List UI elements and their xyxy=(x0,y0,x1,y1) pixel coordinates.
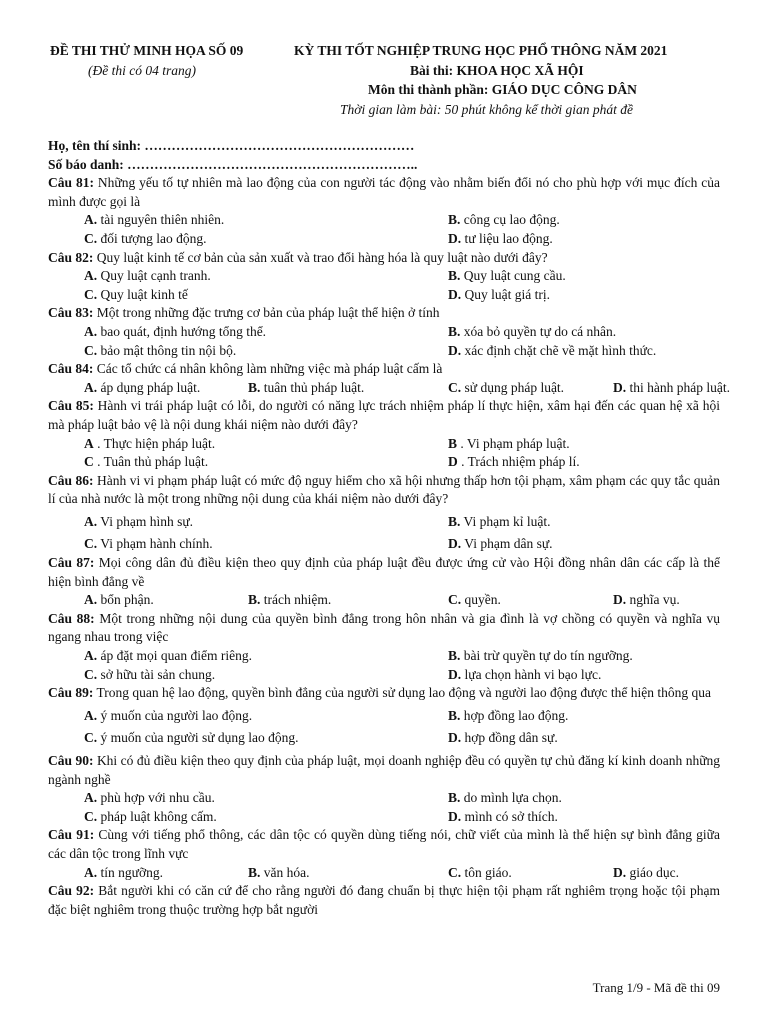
question-stem: Các tổ chức cá nhân không làm những việc mà pháp luật cấm là xyxy=(96,361,443,377)
question-text xyxy=(48,472,720,509)
option-letter: B. xyxy=(448,513,461,529)
option-letter: D. xyxy=(448,536,462,552)
answer-option xyxy=(448,435,570,454)
option-letter: D. xyxy=(448,342,462,358)
question-text xyxy=(48,610,720,647)
answer-option xyxy=(248,591,331,610)
option-text: . Vi phạm pháp luật. xyxy=(460,435,570,451)
option-text: công cụ lao động. xyxy=(463,212,560,228)
mock-exam-title: ĐỀ THI THỬ MINH HỌA SỐ 09 xyxy=(50,43,244,58)
question-item xyxy=(48,472,720,554)
option-letter: C. xyxy=(84,286,98,302)
question-stem: Quy luật kinh tế cơ bản của sản xuất và trao đổi hàng hóa là quy luật nào dưới đây? xyxy=(96,249,548,265)
option-text: bổn phận. xyxy=(100,592,154,608)
option-row xyxy=(48,647,720,666)
option-letter: C xyxy=(84,454,94,470)
option-row xyxy=(48,342,720,361)
answer-option xyxy=(84,808,217,827)
option-text: tài nguyên thiên nhiên. xyxy=(100,212,225,228)
answer-option xyxy=(613,379,730,398)
option-text: tuân thủ pháp luật. xyxy=(263,379,365,395)
question-number: Câu 92: xyxy=(48,883,95,899)
option-letter: A. xyxy=(84,268,98,284)
answer-option xyxy=(448,729,558,748)
option-letter: B. xyxy=(448,648,461,664)
option-row xyxy=(48,513,720,532)
option-text: áp dụng pháp luật. xyxy=(100,379,201,395)
option-text: pháp luật không cấm. xyxy=(100,808,217,824)
option-letter: B. xyxy=(448,268,461,284)
answer-option xyxy=(84,323,266,342)
option-text: lựa chọn hành vi bạo lực. xyxy=(464,666,602,682)
answer-option xyxy=(448,342,656,361)
page-count-note: (Đề thi có 04 trang) xyxy=(88,63,196,78)
question-number: Câu 82: xyxy=(48,249,94,265)
answer-option xyxy=(448,591,501,610)
option-letter: D. xyxy=(448,666,462,682)
option-text: Vi phạm kỉ luật. xyxy=(463,513,551,529)
option-row xyxy=(48,435,720,454)
question-text xyxy=(48,360,720,379)
candidate-id-line: Số báo danh: ……………………………………………………….. xyxy=(48,156,418,172)
option-letter: D. xyxy=(448,730,462,746)
question-text xyxy=(48,882,720,919)
answer-option xyxy=(84,513,193,532)
option-text: trách nhiệm. xyxy=(263,592,332,608)
option-letter: A. xyxy=(84,212,98,228)
option-row xyxy=(48,707,720,726)
answer-option xyxy=(248,379,364,398)
option-letter: C. xyxy=(84,342,98,358)
answer-option xyxy=(448,323,616,342)
question-stem: Mọi công dân đủ điều kiện theo quy định của pháp luật đều được ứng cử vào Hội đồng nhân dân các cấp là thể hiện bình đẳng về xyxy=(48,555,720,589)
option-text: tôn giáo. xyxy=(464,864,512,880)
answer-option xyxy=(84,435,215,454)
option-letter: A. xyxy=(84,323,98,339)
option-letter: D. xyxy=(613,379,627,395)
option-text: hợp đồng lao động. xyxy=(463,707,569,723)
exam-name: Bài thi: KHOA HỌC XÃ HỘI xyxy=(410,63,584,78)
answer-option xyxy=(448,535,553,554)
question-text xyxy=(48,249,720,268)
question-stem: Trong quan hệ lao động, quyền bình đẳng của người sử dụng lao động và người lao động được thể hiện thông qua xyxy=(96,685,712,701)
answer-option xyxy=(84,707,252,726)
option-text: tư liệu lao động. xyxy=(464,230,553,246)
question-item xyxy=(48,610,720,684)
option-row xyxy=(48,591,720,610)
option-letter: A. xyxy=(84,790,98,806)
option-text: Quy luật cung cầu. xyxy=(463,268,566,284)
question-item xyxy=(48,826,720,882)
answer-option xyxy=(84,647,252,666)
option-text: thi hành pháp luật. xyxy=(629,379,730,395)
option-letter: A. xyxy=(84,592,98,608)
option-letter: B. xyxy=(448,323,461,339)
answer-option xyxy=(448,267,566,286)
question-item xyxy=(48,684,720,748)
answer-option xyxy=(448,808,558,827)
answer-option xyxy=(448,230,553,249)
option-letter: D. xyxy=(613,864,627,880)
time-allowed: Thời gian làm bài: 50 phút không kể thời gian phát đề xyxy=(340,102,634,117)
option-text: bao quát, định hướng tổng thể. xyxy=(100,323,267,339)
option-letter: C. xyxy=(448,864,462,880)
question-list xyxy=(48,174,730,919)
option-letter: C. xyxy=(84,666,98,682)
answer-option xyxy=(84,342,236,361)
option-text: do mình lựa chọn. xyxy=(463,790,562,806)
option-text: bảo mật thông tin nội bộ. xyxy=(100,342,237,358)
option-text: Vi phạm dân sự. xyxy=(464,536,553,552)
option-text: giáo dục. xyxy=(629,864,679,880)
option-text: tín ngưỡng. xyxy=(100,864,163,880)
answer-option xyxy=(84,453,208,472)
answer-option xyxy=(84,211,224,230)
option-letter: B. xyxy=(448,790,461,806)
question-item xyxy=(48,249,720,305)
option-text: sử dụng pháp luật. xyxy=(464,379,565,395)
option-text: mình có sở thích. xyxy=(464,808,558,824)
option-letter: A. xyxy=(84,513,98,529)
option-letter: B. xyxy=(448,212,461,228)
answer-option xyxy=(613,591,680,610)
question-number: Câu 90: xyxy=(48,753,94,768)
answer-option xyxy=(84,286,188,305)
question-stem: Khi có đủ điều kiện theo quy định của pháp luật, mọi doanh nghiệp đều có quyền tự chủ đăng kí kinh doanh những ngành nghề xyxy=(48,753,721,787)
option-letter: D xyxy=(448,454,458,470)
question-item xyxy=(48,882,720,919)
question-number: Câu 87: xyxy=(48,555,95,571)
option-letter: D. xyxy=(613,592,627,608)
option-text: xóa bỏ quyền tự do cá nhân. xyxy=(463,323,617,339)
answer-option xyxy=(448,707,568,726)
answer-option xyxy=(84,379,200,398)
option-letter: D. xyxy=(448,808,462,824)
option-text: ý muốn của người sử dụng lao động. xyxy=(100,730,299,746)
option-letter: C. xyxy=(84,230,98,246)
option-row xyxy=(48,286,720,305)
question-number: Câu 89: xyxy=(48,685,94,701)
option-text: áp đặt mọi quan điểm riêng. xyxy=(100,648,252,664)
option-row xyxy=(48,729,720,748)
answer-option xyxy=(448,211,560,230)
question-item xyxy=(48,360,730,397)
question-item xyxy=(48,397,720,471)
option-row xyxy=(48,808,720,827)
subject-name: Môn thi thành phần: GIÁO DỤC CÔNG DÂN xyxy=(368,82,637,97)
question-stem: Bắt người khi có căn cứ để cho rằng người đó đang chuẩn bị thực hiện tội phạm rất nghiêm trọng hoặc tội phạm đặc biệt nghiêm trong thuộc trường hợp bắt người xyxy=(48,883,720,917)
question-text xyxy=(48,397,720,434)
question-text xyxy=(48,752,720,789)
question-text xyxy=(48,684,720,703)
answer-option xyxy=(448,666,601,685)
option-text: Quy luật cạnh tranh. xyxy=(100,268,211,284)
option-letter: B. xyxy=(448,707,461,723)
option-letter: A. xyxy=(84,648,98,664)
answer-option xyxy=(84,535,213,554)
option-text: Vi phạm hình sự. xyxy=(100,513,194,529)
option-letter: A. xyxy=(84,379,98,395)
answer-option xyxy=(248,864,310,883)
question-number: Câu 86: xyxy=(48,472,94,488)
page-footer: Trang 1/9 - Mã đề thi 09 xyxy=(592,980,720,995)
answer-option xyxy=(448,864,512,883)
answer-option xyxy=(448,286,550,305)
exam-content xyxy=(48,137,730,919)
question-stem: Hành vi trái pháp luật có lỗi, do người có năng lực trách nhiệm pháp lí thực hiện, xâm hại đến các quan hệ xã hội mà pháp luật bảo vệ là nội dung khái niệm nào dưới đây? xyxy=(48,398,720,432)
option-row xyxy=(48,267,720,286)
answer-option xyxy=(613,864,679,883)
answer-option xyxy=(448,379,564,398)
candidate-name-line: Họ, tên thí sinh: …………………………………………………… xyxy=(48,138,415,153)
option-text: đối tượng lao động. xyxy=(100,230,207,246)
question-item xyxy=(48,554,720,610)
question-text xyxy=(48,304,720,323)
answer-option xyxy=(84,666,215,685)
option-letter: C. xyxy=(84,730,98,746)
option-letter: A. xyxy=(84,707,98,723)
question-text xyxy=(48,174,720,211)
option-text: Quy luật giá trị. xyxy=(464,286,550,302)
option-row xyxy=(48,535,720,554)
question-item xyxy=(48,304,720,360)
option-row xyxy=(48,864,720,883)
option-text: Vi phạm hành chính. xyxy=(100,536,213,552)
option-text: Quy luật kinh tế xyxy=(100,286,188,302)
question-number: Câu 81: xyxy=(48,175,94,191)
answer-option xyxy=(84,729,299,748)
option-row xyxy=(48,211,720,230)
option-row xyxy=(48,453,720,472)
option-letter: B xyxy=(448,435,458,451)
option-text: nghĩa vụ. xyxy=(629,592,680,608)
answer-option xyxy=(84,864,163,883)
option-letter: C. xyxy=(448,592,462,608)
question-text xyxy=(48,826,720,863)
option-letter: D. xyxy=(448,230,462,246)
question-stem: Cùng với tiếng phổ thông, các dân tộc có quyền dùng tiếng nói, chữ viết của mình là thể hiện sự bình đẳng giữa các dân tộc trong lĩnh vực xyxy=(48,827,720,861)
option-text: sở hữu tài sản chung. xyxy=(100,666,216,682)
option-letter: B. xyxy=(248,592,261,608)
answer-option xyxy=(448,789,562,808)
option-text: quyền. xyxy=(464,592,501,608)
question-number: Câu 88: xyxy=(48,610,95,626)
question-stem: Một trong những đặc trưng cơ bản của pháp luật thể hiện ở tính xyxy=(96,305,440,321)
answer-option xyxy=(448,453,580,472)
option-text: . Thực hiện pháp luật. xyxy=(97,435,216,451)
option-letter: A xyxy=(84,435,94,451)
question-stem: Những yếu tố tự nhiên mà lao động của con người tác động vào nhằm biến đổi nó cho phù hợp với mục đích của mình được gọi là xyxy=(48,175,720,209)
option-row xyxy=(48,789,720,808)
option-row xyxy=(48,323,720,342)
question-number: Câu 85: xyxy=(48,398,94,414)
question-text xyxy=(48,554,720,591)
question-item xyxy=(48,174,720,248)
question-item xyxy=(48,748,720,826)
question-stem: Một trong những nội dung của quyền bình đẳng trong hôn nhân và gia đình là vợ chồng có quyền và nghĩa vụ ngang nhau trong việc xyxy=(48,610,720,645)
answer-option xyxy=(84,789,215,808)
option-row xyxy=(48,666,720,685)
option-text: hợp đồng dân sự. xyxy=(464,730,558,746)
option-letter: C. xyxy=(448,379,462,395)
answer-option xyxy=(84,267,211,286)
question-stem: Hành vi vi phạm pháp luật có mức độ nguy hiểm cho xã hội nhưng thấp hơn tội phạm, xâm phạm các quy tắc quản lí của nhà nước là một trong những nội dung của khái niệm nào dưới đây? xyxy=(48,472,720,507)
option-text: ý muốn của người lao động. xyxy=(100,707,253,723)
exam-header xyxy=(0,42,768,132)
question-number: Câu 91: xyxy=(48,827,95,843)
option-letter: D. xyxy=(448,286,462,302)
question-number: Câu 84: xyxy=(48,361,94,377)
answer-option xyxy=(84,591,154,610)
option-letter: C. xyxy=(84,536,98,552)
option-row xyxy=(48,379,730,398)
option-letter: B. xyxy=(248,379,261,395)
option-row xyxy=(48,230,720,249)
option-text: xác định chặt chẽ về mặt hình thức. xyxy=(464,342,657,358)
option-text: phù hợp với nhu cầu. xyxy=(100,790,215,806)
answer-option xyxy=(84,230,206,249)
option-text: bài trừ quyền tự do tín ngưỡng. xyxy=(463,648,633,664)
answer-option xyxy=(448,647,633,666)
answer-option xyxy=(448,513,550,532)
option-text: . Tuân thủ pháp luật. xyxy=(97,454,209,470)
option-text: văn hóa. xyxy=(263,864,310,880)
option-letter: C. xyxy=(84,808,98,824)
national-exam-title: KỲ THI TỐT NGHIỆP TRUNG HỌC PHỔ THÔNG NĂM 2021 xyxy=(294,43,668,58)
question-number: Câu 83: xyxy=(48,305,94,321)
option-letter: A. xyxy=(84,864,98,880)
option-text: . Trách nhiệm pháp lí. xyxy=(461,454,580,470)
option-letter: B. xyxy=(248,864,261,880)
